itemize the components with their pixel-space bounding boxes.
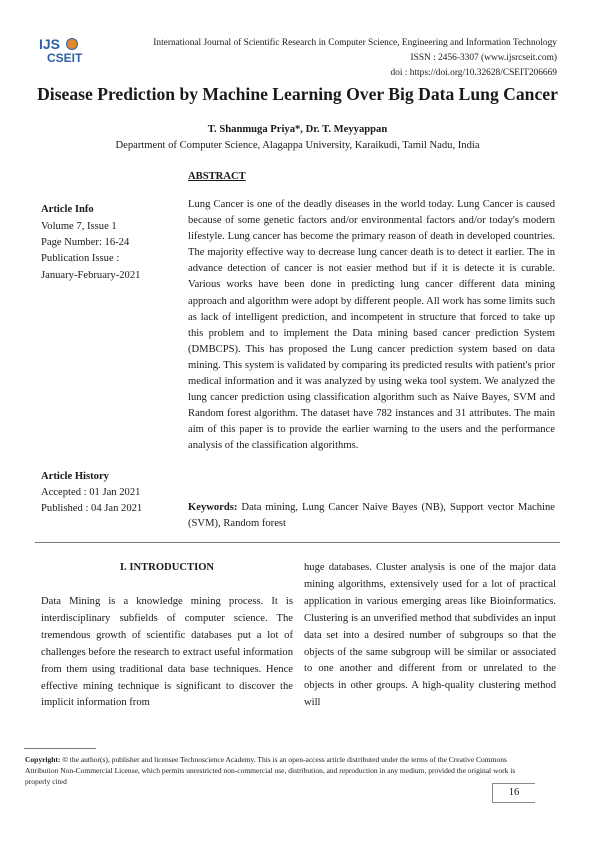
abstract-heading: ABSTRACT — [188, 171, 246, 182]
copyright-text: the author(s), publisher and licensee Technoscience Academy. This is an open-access article distributed under the terms of the Creative Commons Attribution Non-Commercial License, which permits unrestricted non-commercial use, distribution, and reproduction in any medium, provided the original work is properly cited — [25, 755, 516, 786]
published-date: Published : 04 Jan 2021 — [41, 503, 143, 514]
paper-title: Disease Prediction by Machine Learning Over Big Data Lung Cancer — [37, 84, 558, 104]
issn-line: ISSN : 2456-3307 (www.ijsrcseit.com) — [410, 53, 557, 63]
globe-icon — [66, 38, 78, 50]
journal-name: International Journal of Scientific Research in Computer Science, Engineering and Information Technology — [153, 38, 557, 48]
logo-text-top: IJS — [39, 36, 61, 52]
author-affiliation: Department of Computer Science, Alagappa University, Karaikudi, Tamil Nadu, India — [115, 140, 480, 151]
keywords-text: Data mining, Lung Cancer Naive Bayes (NB), Support vector Machine (SVM), Random forest — [188, 502, 555, 530]
page-number: 16 — [492, 783, 535, 803]
accepted-date: Accepted : 01 Jan 2021 — [41, 487, 141, 498]
keywords — [188, 500, 555, 532]
paper-authors: T. Shanmuga Priya*, Dr. T. Meyyappan — [207, 124, 388, 135]
footnote-divider — [24, 748, 96, 749]
introduction-right-column: huge databases. Cluster analysis is one of the major data mining algorithms, extensively used for a lot of practical application in various emerging areas like Bioinformatics. Clustering is an unverified method that subdivides an input data set into a desired number of subgroups so that the objects of the same subgroup will be similar or associated to one another and different from or unrelated to the objects in other groups. A high-quality clustering method will — [304, 562, 556, 709]
article-pages: Page Number: 16-24 — [41, 237, 130, 248]
introduction-left-column: Data Mining is a knowledge mining process. It is interdisciplinary subfields of computer science. The tremendous growth of scientific databases put a lot of challenges before the research to extract useful information from them using traditional data base techniques. Hence effective mining technique is significant to discover the implicit information from — [41, 596, 293, 709]
copyright-notice — [25, 754, 525, 787]
abstract-text: Lung Cancer is one of the deadly diseases in the world today. Lung Cancer is caused because of some genetic factors and/or environmental factors and/or today's modern lifestyle. Lung cancer has become the primary reason of death in developed countries. The majority effective way to decrease lung cancer death is to detect it earlier. The in advance detection of cancer is not easier method but if it is detecte it is curable. Various works have been done in predicting lung cancer different data mining approach and algorithm were adopt by different people. All work has some limits such as lack of intelligent prediction, and incompetent in structure that forced to take up this problem and to implement the Data mining based cancer prediction System (DMBCPS). This has proposed the Lung cancer prediction system based on data mining. This system is validated by comparing its predicted results with patient's prior medical information and it was analyzed by using weka tool system. We analyzed the lung cancer prediction using classification algorithm such as Naive Bayes, SVM and Random forest algorithm. The dataset have 782 instances and 31 attributes. The main aim of this paper is to provide the earlier warning to the users and the performance analysis of the classification algorithms. — [188, 199, 555, 452]
journal-logo — [38, 36, 86, 66]
publication-issue-label: Publication Issue : — [41, 253, 120, 264]
article-volume: Volume 7, Issue 1 — [41, 221, 117, 232]
publication-issue: January-February-2021 — [41, 270, 141, 281]
keywords-label: Keywords: — [188, 502, 238, 513]
copyright-label: Copyright: — [25, 755, 61, 764]
article-info-heading: Article Info — [41, 204, 94, 215]
introduction-heading: I. INTRODUCTION — [119, 562, 215, 573]
section-divider — [35, 542, 560, 543]
copyright-icon: © — [62, 755, 68, 764]
doi-link[interactable]: doi : https://doi.org/10.32628/CSEIT206669 — [390, 68, 557, 78]
article-history-heading: Article History — [41, 471, 109, 482]
logo-text-bottom: CSEIT — [47, 51, 83, 65]
